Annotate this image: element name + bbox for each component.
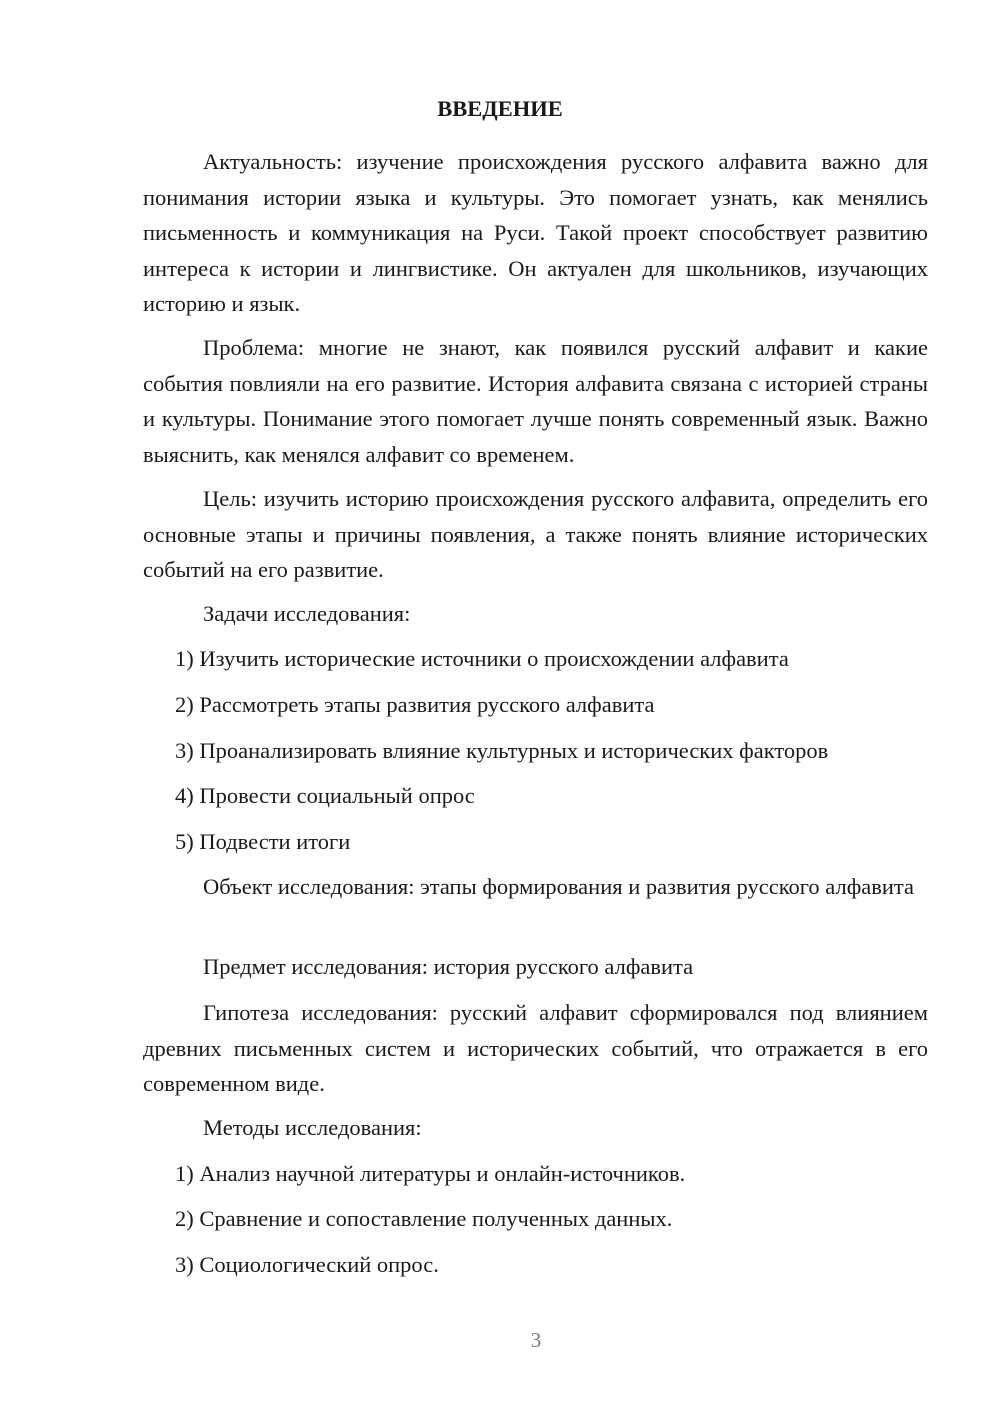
subject-text: Предмет исследования: история русского алфавита — [203, 954, 694, 979]
paragraph-goal — [143, 481, 928, 588]
tasks-title: Задачи исследования: — [203, 601, 411, 626]
list-item: 1) Изучить исторические источники о происхождении алфавита — [175, 646, 789, 671]
hypothesis-text: Гипотеза исследования: русский алфавит сформировался под влиянием древних письменных систем и исторических событий, что отражается в его современном виде. — [143, 1000, 928, 1096]
goal-text: Цель: изучить историю происхождения русского алфавита, определить его основные этапы и причины появления, а также понять влияние исторических событий на его развитие. — [143, 486, 928, 582]
paragraph-relevance — [143, 144, 928, 322]
paragraph-hypothesis — [143, 995, 928, 1102]
list-item: 4) Провести социальный опрос — [175, 783, 475, 808]
list-item: 3) Проанализировать влияние культурных и исторических факторов — [175, 738, 829, 763]
object-text: Объект исследования: этапы формирования и развития русского алфавита — [203, 874, 915, 899]
paragraph-object — [143, 869, 928, 905]
paragraph-problem — [143, 330, 928, 472]
tasks-title-block — [143, 596, 928, 632]
problem-text: Проблема: многие не знают, как появился русский алфавит и какие события повлияли на его развитие. История алфавита связана с историей страны и культуры. Понимание этого помогает лучше понять современный язык. Важно выяснить, как менялся алфавит со временем. — [143, 335, 928, 467]
list-item: 5) Подвести итоги — [175, 829, 351, 854]
methods-title: Методы исследования: — [203, 1115, 422, 1140]
relevance-text: Актуальность: изучение происхождения русского алфавита важно для понимания истории языка и культуры. Это помогает узнать, как менялись письменность и коммуникация на Руси. Такой проект способствует развитию интереса к истории и лингвистике. Он актуален для школьников, изучающих историю и язык. — [143, 149, 928, 316]
list-item: 2) Сравнение и сопоставление полученных данных. — [175, 1206, 673, 1231]
paragraph-subject — [143, 949, 928, 985]
list-item: 1) Анализ научной литературы и онлайн-источников. — [175, 1161, 686, 1186]
page-number: 3 — [530, 1328, 542, 1352]
page-title: ВВЕДЕНИЕ — [437, 96, 563, 121]
methods-title-block — [143, 1110, 928, 1146]
list-item: 2) Рассмотреть этапы развития русского алфавита — [175, 692, 655, 717]
list-item: 3) Социологический опрос. — [175, 1252, 439, 1277]
